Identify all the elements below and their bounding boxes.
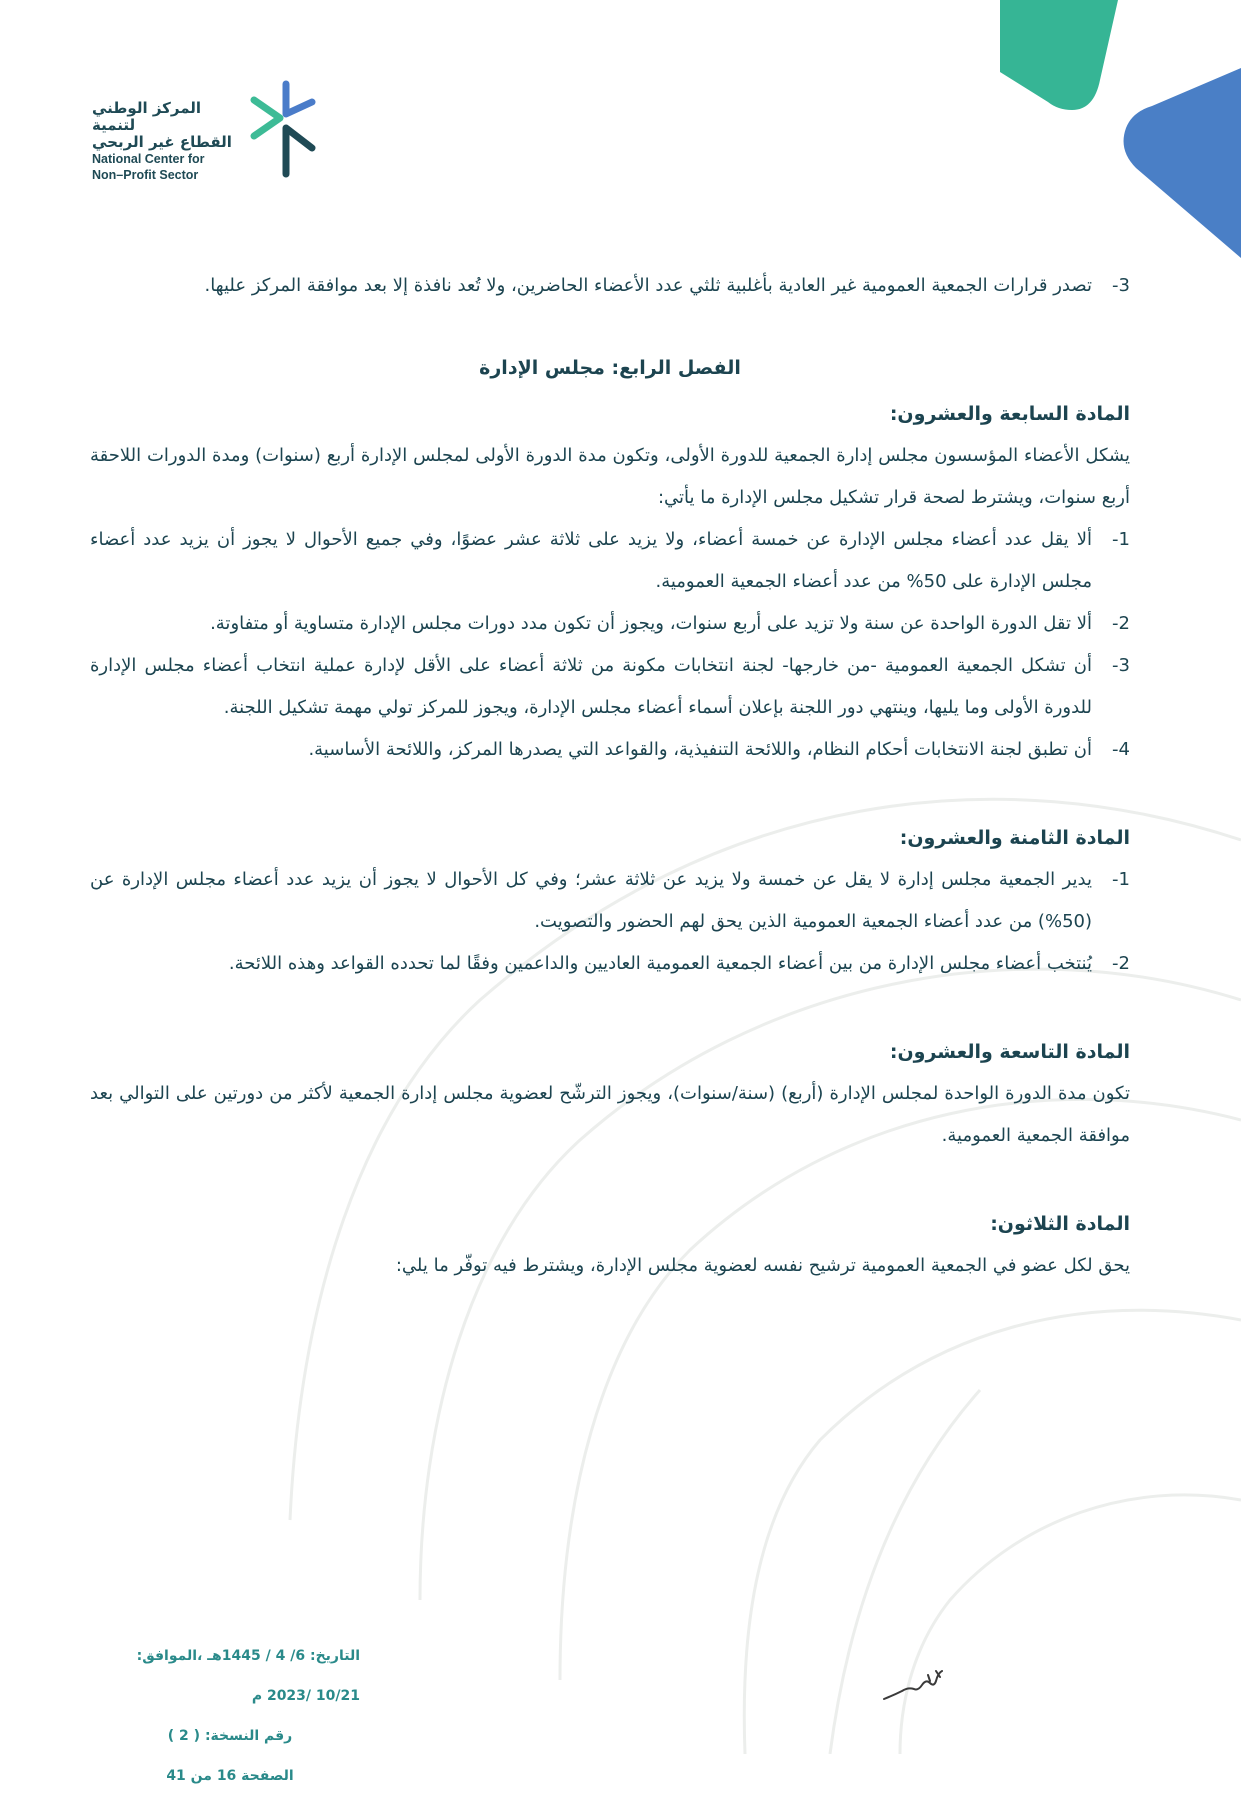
list-item bbox=[90, 265, 1130, 307]
article-intro: يشكل الأعضاء المؤسسون مجلس إدارة الجمعية للدورة الأولى، وتكون مدة الدورة الأولى لمجلس الإدارة أربع (سنوات) ومدة الدورات اللاحقة أربع سنوات، ويشترط لصحة قرار تشكيل مجلس الإدارة ما يأتي: bbox=[90, 445, 1130, 508]
footer-page-number: الصفحة 16 من 41 bbox=[166, 1768, 294, 1784]
list-item bbox=[90, 943, 1130, 985]
list-item-number: 2- bbox=[1112, 613, 1130, 634]
logo-star-icon bbox=[250, 78, 320, 178]
list-item-text: تصدر قرارات الجمعية العمومية غير العادية بأغلبية ثلثي عدد الأعضاء الحاضرين، ولا تُعد نافذة إلا بعد موافقة المركز عليها. bbox=[204, 275, 1092, 296]
article-30 bbox=[90, 1203, 1130, 1287]
list-item bbox=[90, 859, 1130, 943]
list-item-text: يُنتخب أعضاء مجلس الإدارة من بين أعضاء الجمعية العمومية العاديين والداعمين وفقًا لما تحدده القواعد وهذه اللائحة. bbox=[228, 953, 1092, 974]
footer-date: التاريخ: 6/ 4 / 1445هـ ،الموافق: 10/21 /2023 م bbox=[136, 1648, 360, 1704]
article-text: تكون مدة الدورة الواحدة لمجلس الإدارة (أربع) (سنة/سنوات)، ويجوز الترشّح لعضوية مجلس إدارة الجمعية لأكثر من دورتين على التوالي بعد موافقة الجمعية العمومية. bbox=[90, 1083, 1130, 1146]
list-item bbox=[90, 729, 1130, 771]
article-title: المادة الثلاثون: bbox=[990, 1213, 1130, 1235]
logo-english-line-2: Non–Profit Sector bbox=[92, 168, 199, 182]
corner-green-shape bbox=[1000, 0, 1118, 110]
list-item-number: 2- bbox=[1112, 953, 1130, 974]
corner-decoration bbox=[1000, 0, 1241, 280]
logo-text bbox=[92, 100, 242, 183]
list-item bbox=[90, 645, 1130, 729]
list-item-number: 4- bbox=[1112, 739, 1130, 760]
logo-arabic-line-1: المركز الوطني لتنمية bbox=[92, 99, 202, 134]
list-item-number: 3- bbox=[1112, 275, 1130, 296]
list-item bbox=[90, 519, 1130, 603]
list-item-number: 1- bbox=[1112, 869, 1130, 890]
list-item-text: ألا يقل عدد أعضاء مجلس الإدارة عن خمسة أعضاء، ولا يزيد على ثلاثة عشر عضوًا، وفي جميع الأحوال لا يجوز أن يزيد عدد أعضاء مجلس الإدارة على 50% من عدد أعضاء الجمعية العمومية. bbox=[90, 529, 1092, 592]
list-item-text: ألا تقل الدورة الواحدة عن سنة ولا تزيد على أربع سنوات، ويجوز أن تكون مدد دورات مجلس الإدارة متساوية أو متفاوتة. bbox=[210, 613, 1092, 634]
chapter-title: الفصل الرابع: مجلس الإدارة bbox=[479, 357, 741, 379]
article-27 bbox=[90, 393, 1130, 771]
article-title: المادة الثامنة والعشرون: bbox=[899, 827, 1130, 849]
list-item-number: 3- bbox=[1112, 655, 1130, 676]
corner-blue-shape bbox=[1124, 68, 1241, 258]
document-body bbox=[90, 265, 1130, 1287]
handwritten-signature bbox=[880, 1665, 950, 1705]
list-item bbox=[90, 603, 1130, 645]
article-28 bbox=[90, 817, 1130, 985]
list-item-number: 1- bbox=[1112, 529, 1130, 550]
article-29 bbox=[90, 1031, 1130, 1157]
logo-english-line-1: National Center for bbox=[92, 152, 205, 166]
page-footer bbox=[100, 1636, 360, 1796]
logo-arabic-line-2: القطاع غير الربحي bbox=[92, 133, 232, 151]
list-item-text: أن تشكل الجمعية العمومية -من خارجها- لجنة انتخابات مكونة من ثلاثة أعضاء على الأقل لإدارة عملية انتخاب أعضاء مجلس الإدارة للدورة الأولى وما يليها، وينتهي دور اللجنة بإعلان أسماء أعضاء مجلس الإدارة، ويجوز للمركز تولي مهمة تشكيل اللجنة. bbox=[90, 655, 1092, 718]
article-title: المادة التاسعة والعشرون: bbox=[889, 1041, 1130, 1063]
organization-logo bbox=[92, 78, 332, 183]
article-title: المادة السابعة والعشرون: bbox=[889, 403, 1130, 425]
list-item-text: يدير الجمعية مجلس إدارة لا يقل عن خمسة ولا يزيد عن ثلاثة عشر؛ وفي كل الأحوال لا يجوز أن يزيد عدد أعضاء مجلس الإدارة عن (50%) من عدد أعضاء الجمعية العمومية الذين يحق لهم الحضور والتصويت. bbox=[90, 869, 1092, 932]
list-item-text: أن تطبق لجنة الانتخابات أحكام النظام، واللائحة التنفيذية، والقواعد التي يصدرها المركز، واللائحة الأساسية. bbox=[308, 739, 1092, 760]
article-text: يحق لكل عضو في الجمعية العمومية ترشيح نفسه لعضوية مجلس الإدارة، ويشترط فيه توفّر ما يلي: bbox=[395, 1255, 1130, 1276]
footer-version: رقم النسخة: ( 2 ) bbox=[167, 1728, 293, 1744]
